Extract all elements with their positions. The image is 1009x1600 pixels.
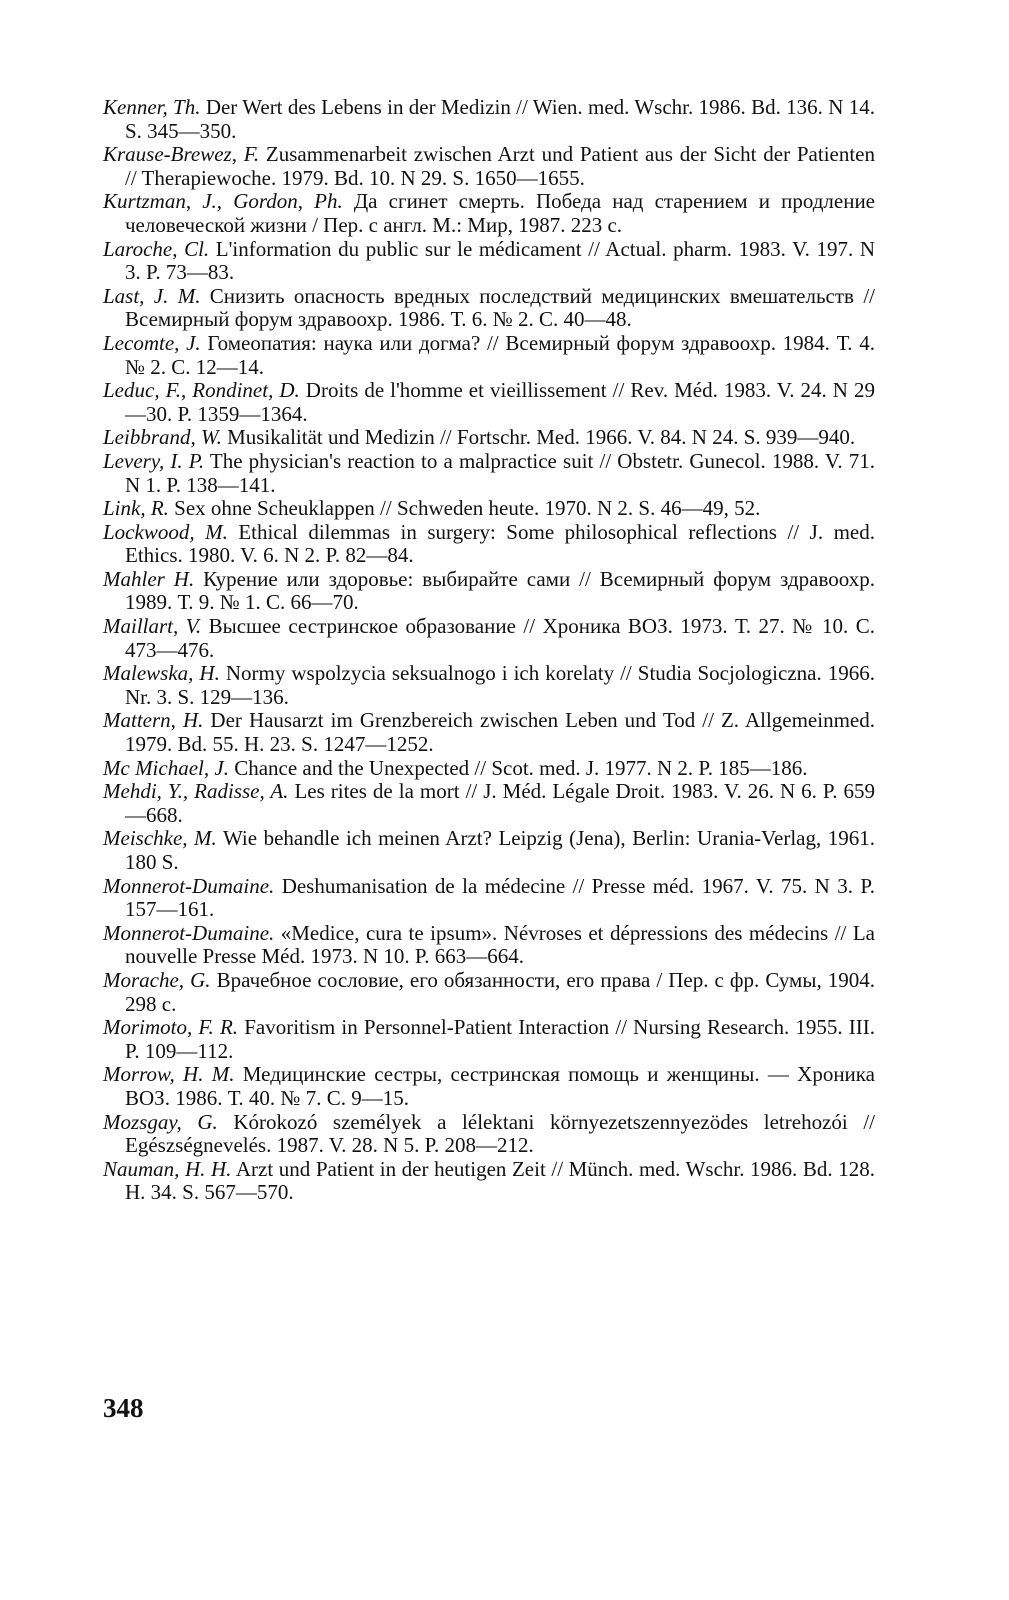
reference-text: Musikalität und Medizin // Fortschr. Med. 1966. V. 84. N 24. S. 939—940. [221, 425, 856, 450]
reference-entry [103, 96, 875, 143]
reference-text: Kórokozó személyek a lélektani környezetszennyezödes letrehozói // Egészségnevelés. 1987. V. 28. N 5. P. 208—212. [125, 1109, 875, 1158]
reference-entry [103, 757, 875, 781]
reference-author: Levery, I. P. [103, 448, 205, 473]
reference-author: Link, R. [103, 496, 169, 521]
reference-author: Morache, G. [103, 967, 211, 992]
reference-text: Да сгинет смерть. Победа над старением и продление человеческой жизни / Пер. с англ. М.: Мир, 1987. 223 с. [125, 189, 876, 237]
reference-author: Krause-Brewez, F. [103, 142, 260, 167]
reference-entry [103, 238, 875, 285]
reference-entry [103, 969, 875, 1016]
reference-text: Гомеопатия: наука или догма? // Всемирный форум здравоохр. 1984. Т. 4. № 2. С. 12—14. [125, 330, 875, 379]
reference-entry [103, 922, 875, 969]
reference-text: Les rites de la mort // J. Méd. Légale Droit. 1983. V. 26. N 6. P. 659—668. [125, 779, 875, 827]
reference-text: Zusammenarbeit zwischen Arzt und Patient aus der Sicht der Patienten // Therapiewoche. 1979. Bd. 10. N 29. S. 1650—1655. [125, 142, 876, 190]
reference-author: Morimoto, F. R. [103, 1015, 239, 1040]
reference-author: Mahler H. [103, 566, 195, 591]
reference-entry [103, 143, 875, 190]
page-number: 348 [103, 1393, 144, 1423]
reference-text: Ethical dilemmas in surgery: Some philosophical reflections // J. med. Ethics. 1980. V. 6. N 2. P. 82—84. [125, 519, 875, 568]
reference-author: Last, J. M. [103, 283, 201, 308]
reference-entry [103, 875, 875, 922]
reference-text: Снизить опасность вредных последствий медицинских вмешательств // Всемирный форум здравоохр. 1986. Т. 6. № 2. С. 40—48. [125, 283, 875, 332]
bibliography-list [103, 96, 875, 1205]
reference-entry [103, 709, 875, 756]
reference-text: Sex ohne Scheuklappen // Schweden heute. 1970. N 2. S. 46—49, 52. [168, 496, 761, 521]
reference-author: Leduc, F., Rondinet, D. [103, 378, 300, 403]
reference-entry [103, 827, 875, 874]
reference-author: Morrow, H. M. [103, 1062, 235, 1087]
reference-text: Врачебное сословие, его обязанности, его права / Пер. с фр. Сумы, 1904. 298 с. [125, 967, 875, 1016]
reference-author: Maillart, V. [103, 614, 202, 639]
reference-author: Malewska, H. [103, 661, 220, 686]
reference-entry [103, 1016, 875, 1063]
reference-author: Monnerot-Dumaine. [103, 873, 275, 898]
reference-text: Droits de l'homme et vieillissement // Rev. Méd. 1983. V. 24. N 29—30. P. 1359—1364. [125, 378, 875, 426]
reference-author: Lecomte, J. [103, 330, 201, 355]
reference-entry [103, 662, 875, 709]
reference-author: Mc Michael, J. [103, 755, 229, 780]
reference-author: Mehdi, Y., Radisse, A. [103, 779, 289, 804]
reference-entry [103, 379, 875, 426]
reference-text: Favoritism in Personnel-Patient Interaction // Nursing Research. 1955. III. P. 109—112. [125, 1015, 876, 1063]
reference-entry [103, 780, 875, 827]
reference-entry [103, 285, 875, 332]
reference-text: Курение или здоровье: выбирайте сами // Всемирный форум здравоохр. 1989. Т. 9. № 1. С. 66—70. [125, 566, 875, 615]
reference-text: The physician's reaction to a malpractice suit // Obstetr. Gunecol. 1988. V. 71. N 1. P. 138—141. [125, 448, 875, 497]
reference-author: Leibbrand, W. [103, 425, 222, 450]
reference-text: Der Hausarzt im Grenzbereich zwischen Leben und Tod // Z. Allgemeinmed. 1979. Bd. 55. H. 23. S. 1247—1252. [125, 708, 875, 757]
reference-author: Meischke, M. [103, 826, 217, 851]
reference-text: «Medice, cura te ipsum». Névroses et dépressions des médecins // La nouvelle Presse Méd. 1973. N 10. P. 663—664. [125, 920, 875, 969]
reference-entry [103, 450, 875, 497]
reference-author: Lockwood, M. [103, 519, 228, 544]
reference-entry [103, 615, 875, 662]
reference-text: L'information du public sur le médicament // Actual. pharm. 1983. V. 197. N 3. P. 73—83. [125, 236, 875, 285]
reference-entry [103, 521, 875, 568]
reference-text: Normy wspolzycia seksualnogo i ich korelaty // Studia Socjologiczna. 1966. Nr. 3. S. 129—136. [125, 661, 875, 709]
reference-author: Mattern, H. [103, 708, 204, 733]
reference-text: Arzt und Patient in der heutigen Zeit // Münch. med. Wschr. 1986. Bd. 128. H. 34. S. 567—570. [125, 1156, 875, 1205]
reference-text: Wie behandle ich meinen Arzt? Leipzig (Jena), Berlin: Urania-Verlag, 1961. 180 S. [125, 826, 875, 874]
reference-text: Высшее сестринское образование // Хроника ВОЗ. 1973. Т. 27. № 10. С. 473—476. [125, 614, 875, 662]
reference-entry [103, 1063, 875, 1110]
reference-author: Mozsgay, G. [103, 1109, 218, 1134]
reference-text: Der Wert des Lebens in der Medizin // Wien. med. Wschr. 1986. Bd. 136. N 14. S. 345—350. [125, 95, 875, 143]
reference-entry [103, 332, 875, 379]
reference-text: Chance and the Unexpected // Scot. med. J. 1977. N 2. P. 185—186. [228, 755, 808, 780]
reference-entry [103, 190, 875, 237]
reference-entry [103, 1111, 875, 1158]
reference-author: Laroche, Cl. [103, 236, 210, 261]
reference-entry [103, 568, 875, 615]
reference-author: Kenner, Th. [103, 95, 201, 119]
reference-author: Monnerot-Dumaine. [103, 920, 275, 945]
reference-entry [103, 497, 875, 521]
reference-text: Медицинские сестры, сестринская помощь и женщины. — Хроника ВОЗ. 1986. Т. 40. № 7. С. 9—15. [125, 1062, 875, 1110]
reference-entry [103, 426, 875, 450]
reference-entry [103, 1158, 875, 1205]
reference-text: Deshumanisation de la médecine // Presse méd. 1967. V. 75. N 3. P. 157—161. [125, 873, 875, 922]
reference-author: Kurtzman, J., Gordon, Ph. [103, 189, 343, 214]
reference-author: Nauman, H. H. [103, 1156, 232, 1181]
